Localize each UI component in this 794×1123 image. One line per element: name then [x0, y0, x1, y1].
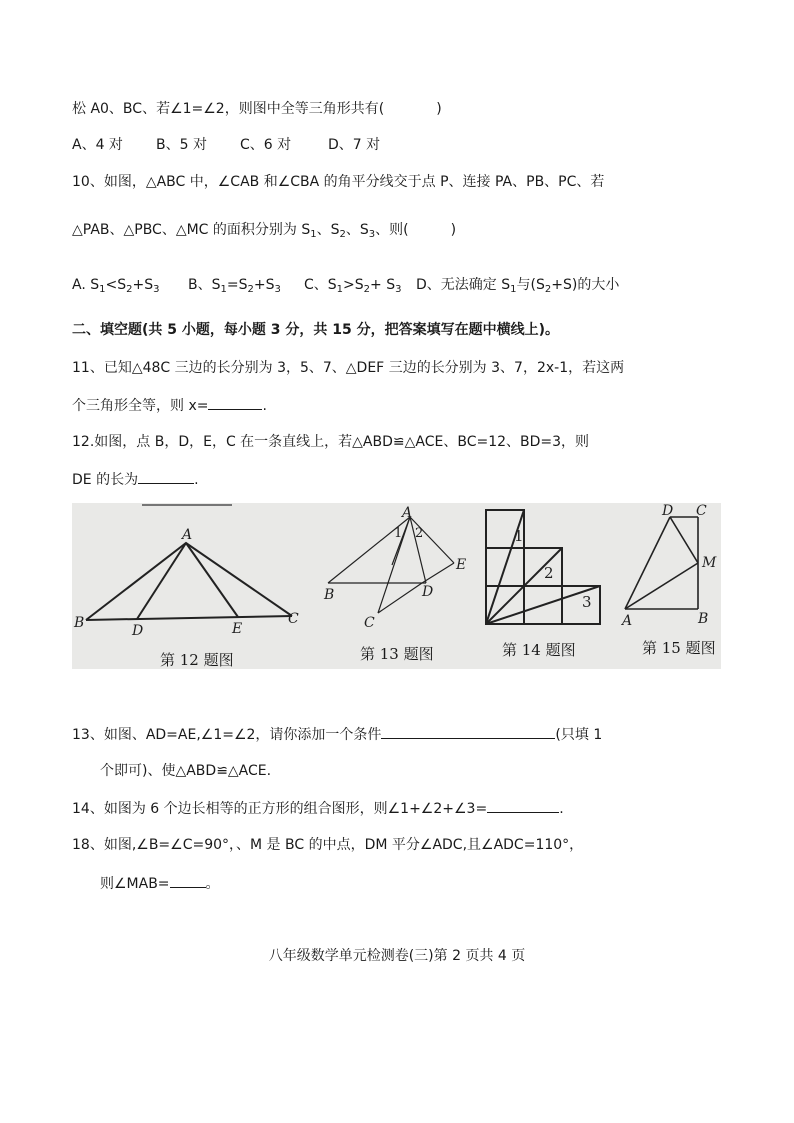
- q11-line1: 11、已知△48C 三边的长分别为 3，5、7、△DEF 三边的长分别为 3、7，2x-1，若这两: [72, 360, 625, 376]
- q10-line2: [72, 220, 456, 240]
- q10-line1: 10、如图，△ABC 中，∠CAB 和∠CBA 的角平分线交于点 P、连接 PA、PB、PC、若: [72, 174, 605, 190]
- fig12-label-e: E: [232, 621, 243, 637]
- q13-line1: 13、如图、AD=AE,∠1=∠2，请你添加一个条件 (只填 1: [72, 724, 602, 745]
- figure-12: [86, 543, 292, 620]
- q10-options: [72, 275, 619, 295]
- q10-sub: 3: [368, 229, 376, 240]
- fig13-label-a: A: [402, 505, 413, 521]
- fig13-label-e: E: [456, 557, 467, 573]
- fig13-caption: 第 13 题图: [360, 645, 434, 663]
- q12-answer-blank[interactable]: [138, 469, 194, 484]
- q11-answer-blank[interactable]: [208, 395, 262, 410]
- fig12-label-b: B: [74, 615, 85, 631]
- fig13-angle-2: 2: [415, 526, 424, 541]
- fig15-label-d: D: [662, 503, 674, 519]
- q10-option-a: A. $S_1<S_2+S_3$: [72, 277, 160, 295]
- q10-sub: 1: [310, 229, 317, 240]
- figure-strip: [72, 503, 721, 669]
- fig13-label-c: C: [364, 615, 375, 631]
- figure-15: [625, 517, 698, 609]
- q10-text-a: △PAB、△PBC、△MC 的面积分别为 S: [72, 222, 311, 238]
- q10-text-b: 、S: [316, 222, 340, 238]
- q10-text-c: 、S: [345, 222, 369, 238]
- fig15-label-m: M: [702, 555, 717, 571]
- fig13-label-b: B: [324, 587, 335, 603]
- q18-line1: 18、如图,∠B=∠C=90°，、M 是 BC 的中点，DM 平分∠ADC,且∠ADC=110°，: [72, 837, 584, 853]
- fig15-label-b: B: [698, 611, 709, 627]
- fig13-label-d: D: [422, 584, 434, 600]
- section-heading: 二、填空题(共 5 小题，每小题 3 分，共 15 分，把答案填写在题中横线上)。: [72, 322, 560, 338]
- fig15-label-c: C: [696, 503, 707, 519]
- fig13-angle-1: 1: [394, 526, 403, 541]
- q9-options: [72, 135, 380, 155]
- q10-option-b: B、$S_1=S_2+S_3$: [188, 277, 281, 295]
- fig12-caption: 第 12 题图: [160, 651, 234, 669]
- fig14-caption: 第 14 题图: [502, 641, 576, 659]
- q10-sub: 2: [339, 229, 346, 240]
- fig14-angle-1: 1: [514, 527, 524, 545]
- q9-line1: [72, 99, 442, 119]
- q13-answer-blank[interactable]: [381, 724, 555, 739]
- fig12-label-c: C: [288, 611, 299, 627]
- q9-text: 松 A0、BC、若∠1=∠2，则图中全等三角形共有(: [72, 101, 385, 117]
- q12-line2: DE 的长为 .: [72, 469, 199, 490]
- q13-line2: 个即可)、使△ABD≌△ACE.: [100, 763, 272, 779]
- q9-option-c: C、6 对: [240, 137, 292, 153]
- fig14-angle-3: 3: [582, 593, 592, 611]
- q9-option-d: D、7 对: [328, 137, 381, 153]
- q18-line2: 则∠MAB= 。: [100, 873, 220, 894]
- q9-option-a: A、4 对: [72, 137, 123, 153]
- q14-text: 14、如图为 6 个边长相等的正方形的组合图形，则∠1+∠2+∠3=: [72, 801, 488, 817]
- q10-option-c: C、$S_1>S_2+ S_3$: [304, 277, 402, 295]
- q9-close: ): [436, 101, 442, 117]
- page-footer: 八年级数学单元检测卷(三)第 2 页共 4 页: [268, 948, 526, 964]
- fig12-label-a: A: [182, 527, 193, 543]
- q18-answer-blank[interactable]: [170, 873, 206, 888]
- q10-text-d: 、则(: [375, 222, 409, 238]
- q10-option-d: D、无法确定 $S_1$与$(S_2+S)$的大小: [416, 277, 620, 295]
- q11-text: 个三角形全等，则 x=: [72, 398, 209, 414]
- q9-option-b: B、5 对: [156, 137, 207, 153]
- q18-text: 则∠MAB=: [100, 876, 170, 892]
- q10-close: ): [450, 222, 457, 238]
- q12-line1: 12.如图，点 B，D，E，C 在一条直线上，若△ABD≌△ACE、BC=12、BD=3，则: [72, 434, 590, 450]
- fig14-angle-2: 2: [544, 564, 554, 582]
- q14-answer-blank[interactable]: [487, 798, 559, 813]
- fig15-label-a: A: [622, 613, 633, 629]
- q14-line1: 14、如图为 6 个边长相等的正方形的组合图形，则∠1+∠2+∠3= .: [72, 798, 564, 819]
- figure-13: [328, 517, 454, 613]
- fig12-label-d: D: [132, 623, 144, 639]
- q13-text: 13、如图、AD=AE,∠1=∠2，请你添加一个条件: [72, 727, 382, 743]
- q11-line2: 个三角形全等，则 x= .: [72, 395, 267, 416]
- fig15-caption: 第 15 题图: [642, 639, 716, 657]
- q12-text: DE 的长为: [72, 472, 139, 488]
